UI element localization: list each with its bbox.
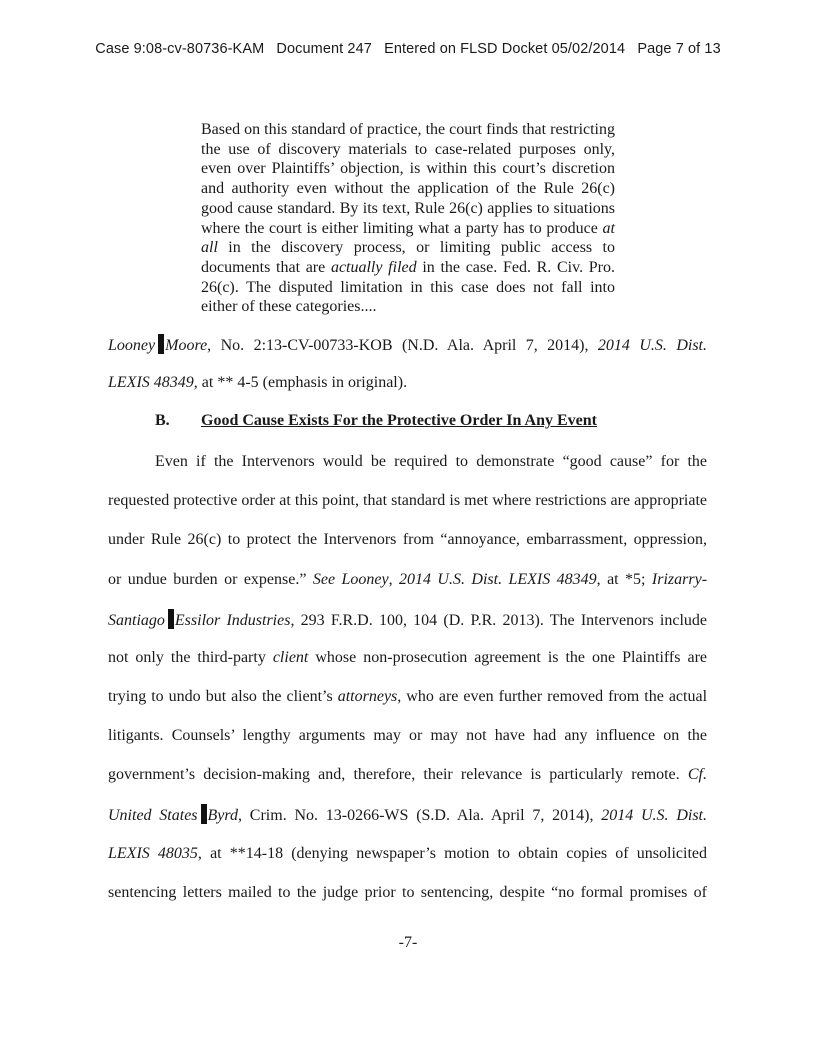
page-number: -7- [398,934,418,951]
body-line [108,570,707,590]
body-text: sentencing letters mailed to the judge prior to sentencing, despite “no formal promises of [108,884,707,901]
body-text: Even if the Intervenors would be required to demonstrate “good cause” for the [155,453,707,470]
quote-emphasis: actually filed [330,258,417,276]
body-line [108,609,707,631]
emphasis: client [272,649,309,666]
section-title: Good Cause Exists For the Protective Order In Any Event [201,412,597,429]
document-number: Document 247 [276,41,372,57]
section-heading [155,412,597,430]
body-text: whose non-prosecution agreement is the one Plaintiffs are [308,649,708,666]
entered-date: Entered on FLSD Docket 05/02/2014 [384,41,626,57]
body-text: , who are even further removed from the actual [397,688,708,705]
body-line [155,452,707,472]
body-line [108,726,707,746]
redaction [168,609,174,629]
body-line [108,765,707,785]
body-line [108,883,707,903]
case-name: Essilor Industries [174,612,291,629]
body-text: , at *5; [596,571,652,588]
case-name: Moore [165,337,208,354]
quote-text: Based on this standard of practice, the court finds that restricting the use of discovery materials to case-related purposes only, even over Plaintiffs’ objection, is within this court’s discretion and authority even without the application of the Rule 26(c) good cause standard. By its text, Rule 26(c) applies to situations where the court is either limiting what a party has to produce [201,121,615,237]
case-name: Looney [108,337,156,354]
citation-text: , at ** 4-5 (emphasis in original). [193,374,408,391]
reporter: 2014 U.S. Dist. [597,337,707,354]
case-name: Santiago [108,612,165,629]
citation-line [108,373,707,393]
body-line [108,491,707,511]
case-name: Irizarry- [651,571,708,588]
citation-text: , No. 2:13-CV-00733-KOB (N.D. Ala. April 7, 2014), [207,337,598,354]
quote-text: in the discovery process, or limiting public access to documents that are [201,239,615,276]
body-line [108,844,707,864]
body-text: , at **14-18 (denying newspaper’s motion to obtain copies of unsolicited [197,845,707,862]
citation-line [108,334,707,356]
docket-header [0,41,816,57]
reporter: 2014 U.S. Dist. LEXIS 48349 [399,571,597,588]
case-name: United States [108,807,198,824]
body-text: , Crim. No. 13-0266-WS (S.D. Ala. April 7, 2014), [238,807,602,824]
case-name: See Looney [312,571,389,588]
body-text: government’s decision-making and, therefore, their relevance is particularly remote. [108,766,688,783]
body-text: not only the third-party [108,649,273,666]
body-line [108,804,707,826]
body-text: under Rule 26(c) to protect the Intervenors from “annoyance, embarrassment, oppression, [108,531,707,548]
quote-emphasis: at all [201,219,615,257]
reporter: LEXIS 48349 [108,374,194,391]
page-of: Page 7 of 13 [637,41,721,57]
redaction [158,334,164,354]
case-number: Case 9:08-cv-80736-KAM [95,41,265,57]
block-quote [201,120,615,317]
body-line [108,530,707,550]
body-line [108,687,707,707]
signal: Cf. [687,766,707,783]
body-text: , 293 F.R.D. 100, 104 (D. P.R. 2013). The Intervenors include [290,612,708,629]
emphasis: attorneys [337,688,398,705]
body-text: litigants. Counsels’ lengthy arguments may or may not have had any influence on the [108,727,707,744]
reporter: LEXIS 48035 [108,845,198,862]
redaction [201,804,207,824]
body-text: requested protective order at this point, that standard is met where restrictions are appropriate [108,492,707,509]
body-text: trying to undo but also the client’s [108,688,338,705]
body-text: or undue burden or expense.” [108,571,313,588]
quote-text: in the case. Fed. R. Civ. Pro. 26(c). The disputed limitation in this case does not fall into either of these categories.... [201,258,616,316]
body-line [108,648,707,668]
case-name: Byrd [207,807,239,824]
body-text: , [388,571,400,588]
section-label: B. [155,412,170,429]
reporter: 2014 U.S. Dist. [601,807,707,824]
